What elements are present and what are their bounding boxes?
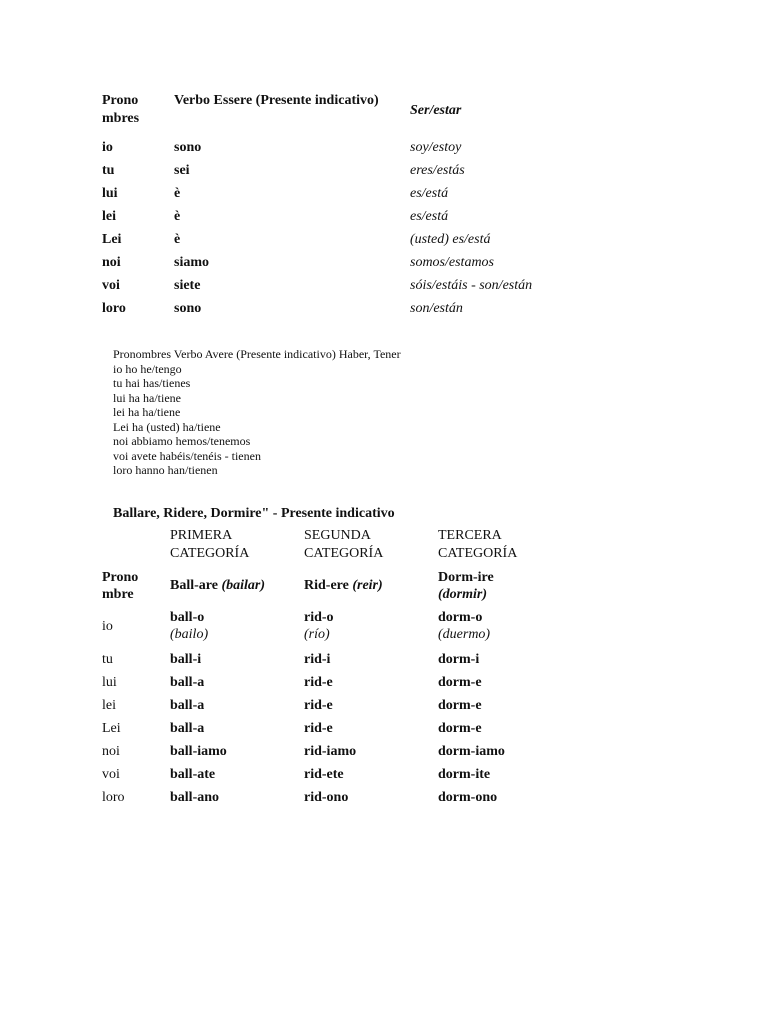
essere-header-ser-estar: Ser/estar <box>410 103 462 118</box>
conj-dormire: dorm-ono <box>438 790 498 805</box>
category-primera <box>170 527 290 563</box>
conj-dormire: dorm-i <box>438 652 480 667</box>
conjugation-row <box>102 693 662 716</box>
essere-row <box>102 137 662 160</box>
avere-line: Lei ha (usted) ha/tiene <box>113 419 221 434</box>
conj-ballare: ball-i <box>170 652 202 667</box>
category-label: PRIMERA <box>170 528 233 543</box>
conj-pronoun: io <box>102 619 113 634</box>
essere-pronoun: voi <box>102 278 120 293</box>
essere-spanish: eres/estás <box>410 163 465 178</box>
verb-form: dorm-o <box>438 610 483 625</box>
avere-line: io ho he/tengo <box>113 361 182 376</box>
category-segunda <box>304 527 424 563</box>
conjugation-table <box>102 567 662 808</box>
conj-ridere: rid-ete <box>304 767 344 782</box>
conjugation-row <box>102 762 662 785</box>
category-label: CATEGORÍA <box>170 546 250 561</box>
conj-ballare: ball-a <box>170 675 205 690</box>
category-headers <box>0 527 768 563</box>
essere-pronoun: io <box>102 140 113 155</box>
essere-italian: è <box>174 232 181 247</box>
conj-pronoun: lei <box>102 698 116 713</box>
conj-ballare: ball-ano <box>170 790 220 805</box>
essere-table <box>102 92 662 321</box>
conj-pronoun: Lei <box>102 721 121 736</box>
verb-form-translation: (bailo) <box>170 627 209 642</box>
category-label: CATEGORÍA <box>438 546 518 561</box>
conj-ballare: ball-a <box>170 698 205 713</box>
essere-spanish: sóis/estáis - son/están <box>410 278 533 293</box>
essere-row <box>102 183 662 206</box>
category-label: SEGUNDA <box>304 528 371 543</box>
essere-header-row <box>102 92 662 137</box>
conj-ridere: rid-i <box>304 652 331 667</box>
conj-dormire: dorm-e <box>438 698 482 713</box>
essere-pronoun: tu <box>102 163 115 178</box>
avere-line: loro hanno han/tienen <box>113 463 218 477</box>
verb-form-translation: (río) <box>304 627 330 642</box>
essere-italian: siamo <box>174 255 209 270</box>
verb-stem: Dorm-ire <box>438 570 494 585</box>
essere-header-verbo: Verbo Essere (Presente indicativo) <box>174 93 379 108</box>
essere-spanish: es/está <box>410 186 449 201</box>
conj-ridere: rid-ono <box>304 790 349 805</box>
verb-translation: (reir) <box>352 578 383 593</box>
category-tercera <box>438 527 558 563</box>
essere-row <box>102 160 662 183</box>
conj-ballare: ball-ate <box>170 767 216 782</box>
conj-pronoun: lui <box>102 675 117 690</box>
category-label: TERCERA <box>438 528 502 543</box>
conj-header-dormire <box>438 569 566 603</box>
essere-spanish: (usted) es/está <box>410 232 491 247</box>
essere-pronoun: loro <box>102 301 126 316</box>
conj-ridere: rid-iamo <box>304 744 357 759</box>
conjugation-row <box>102 607 662 647</box>
essere-row <box>102 275 662 298</box>
conj-ridere: rid-e <box>304 675 333 690</box>
conj-dormire: dorm-ite <box>438 767 491 782</box>
conj-ballare <box>170 609 298 643</box>
conjugation-row <box>102 785 662 808</box>
verb-translation: (dormir) <box>438 587 487 602</box>
conj-pronoun: loro <box>102 790 125 805</box>
conj-pronoun: voi <box>102 767 120 782</box>
verb-stem: Ball-are <box>170 578 222 593</box>
essere-italian: sono <box>174 301 202 316</box>
conj-header-ballare <box>170 577 298 594</box>
essere-row <box>102 298 662 321</box>
avere-block <box>113 347 401 478</box>
verb-form-translation: (duermo) <box>438 627 491 642</box>
conj-header-pronombre: Prono mbre <box>102 570 139 602</box>
conj-header-ridere <box>304 577 432 594</box>
essere-italian: sono <box>174 140 202 155</box>
essere-spanish: somos/estamos <box>410 255 495 270</box>
essere-spanish: son/están <box>410 301 463 316</box>
conj-ballare: ball-iamo <box>170 744 227 759</box>
essere-pronoun: lei <box>102 209 116 224</box>
conj-ridere: rid-e <box>304 721 333 736</box>
conj-dormire: dorm-e <box>438 675 482 690</box>
avere-line: tu hai has/tienes <box>113 376 191 390</box>
avere-line: lei ha ha/tiene <box>113 405 181 419</box>
essere-italian: sei <box>174 163 190 178</box>
conj-dormire <box>438 609 566 643</box>
conj-pronoun: noi <box>102 744 120 759</box>
conjugation-title: Ballare, Ridere, Dormire" - Presente indicativo <box>113 506 395 521</box>
essere-pronoun: lui <box>102 186 118 201</box>
essere-header-pronombres: Prono mbres <box>102 93 140 126</box>
conj-ridere <box>304 609 432 643</box>
essere-pronoun: noi <box>102 255 121 270</box>
essere-italian: è <box>174 209 181 224</box>
conj-ridere: rid-e <box>304 698 333 713</box>
essere-spanish: es/está <box>410 209 449 224</box>
conj-ballare: ball-a <box>170 721 205 736</box>
essere-row <box>102 229 662 252</box>
avere-line: noi abbiamo hemos/tenemos <box>113 434 251 448</box>
category-label: CATEGORÍA <box>304 546 384 561</box>
avere-line: lui ha ha/tiene <box>113 390 181 405</box>
conj-dormire: dorm-iamo <box>438 744 505 759</box>
conj-dormire: dorm-e <box>438 721 482 736</box>
conj-pronoun: tu <box>102 652 113 667</box>
essere-italian: siete <box>174 278 201 293</box>
conjugation-row <box>102 647 662 670</box>
essere-row <box>102 206 662 229</box>
conjugation-header-row <box>102 567 662 607</box>
essere-italian: è <box>174 186 181 201</box>
avere-heading: Pronombres Verbo Avere (Presente indicativo) Haber, Tener <box>113 347 401 361</box>
essere-pronoun: Lei <box>102 232 122 247</box>
verb-form: ball-o <box>170 610 205 625</box>
verb-stem: Rid-ere <box>304 578 353 593</box>
conjugation-row <box>102 739 662 762</box>
essere-row <box>102 252 662 275</box>
essere-spanish: soy/estoy <box>410 140 462 155</box>
conjugation-row <box>102 716 662 739</box>
verb-form: rid-o <box>304 610 334 625</box>
avere-line: voi avete habéis/tenéis - tienen <box>113 448 261 463</box>
conjugation-row <box>102 670 662 693</box>
verb-translation: (bailar) <box>221 578 266 593</box>
